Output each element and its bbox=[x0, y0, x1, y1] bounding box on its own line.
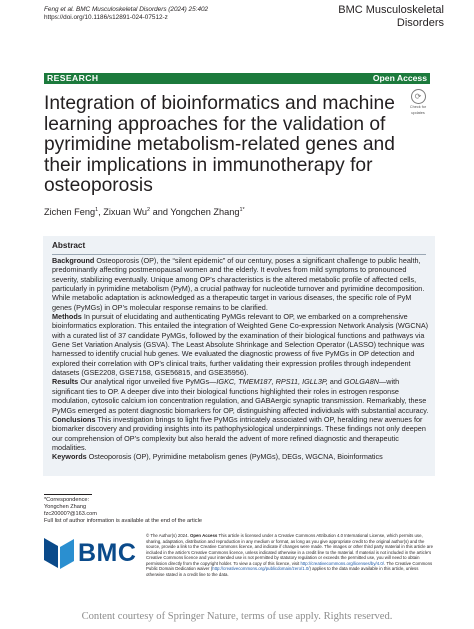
author-separator: , bbox=[98, 207, 104, 218]
correspondence-email[interactable]: fzc20000?@163.com bbox=[44, 511, 97, 517]
gene-name: GOLGA8N bbox=[343, 377, 379, 387]
check-for-updates-line2: updates bbox=[411, 110, 425, 115]
journal-name-line1: BMC Musculoskeletal bbox=[338, 4, 444, 16]
bmc-logo bbox=[44, 537, 137, 571]
article-type-banner bbox=[44, 73, 430, 84]
author-list bbox=[44, 205, 245, 218]
correspondence-name: Yongchen Zhang bbox=[44, 504, 87, 510]
license-text: This article is licensed under a Creative Commons Attribution 4.0 International License, which permits use, sharing, adaptation, distribution and reproduction in any medium or format, as long as you give appropriate credit to the original author(s) and the source, provide a link to the Creative Commons licence, and indicate if changes were made. The images or other third party material in this article are included in the article’s Creative Commons licence, unless indicated otherwise in a credit line to the material. If material is not included in the article’s Creative Commons licence and your intended use is not permitted by statutory regulation or exceeds the permitted use, you will need to obtain permission directly from the copyright holder. To view a copy of this licence, visit bbox=[146, 533, 433, 566]
section-text: Our analytical rigor unveiled five PyMGs— bbox=[80, 377, 217, 387]
abstract-results bbox=[52, 377, 430, 414]
springer-footer: Content courtesy of Springer Nature, terms of use apply. Rights reserved. bbox=[81, 611, 393, 622]
check-for-updates-icon: ⟳ bbox=[411, 89, 426, 104]
section-label: Keywords bbox=[52, 452, 87, 462]
bmc-logo-mark-icon bbox=[44, 538, 76, 570]
section-text: and bbox=[327, 377, 344, 387]
section-label: Conclusions bbox=[52, 414, 96, 424]
abstract-divider bbox=[52, 254, 426, 255]
abstract-keywords bbox=[52, 452, 430, 461]
license-statement bbox=[146, 533, 434, 577]
author-info-note: Full list of author information is available at the end of the article bbox=[44, 518, 202, 524]
abstract-conclusions bbox=[52, 415, 430, 452]
doi-link[interactable]: https://doi.org/10.1186/s12891-024-07512-z bbox=[44, 14, 168, 22]
abstract-box bbox=[43, 236, 435, 476]
journal-name-line2: Disorders bbox=[396, 17, 444, 29]
correspondence-block bbox=[44, 494, 202, 525]
keywords-text: Osteoporosis (OP), Pyrimidine metabolism genes (PyMGs), DEGs, WGCNA, Bioinformatics bbox=[88, 452, 383, 462]
correspondence-divider bbox=[44, 494, 92, 495]
abstract-heading: Abstract bbox=[52, 241, 86, 250]
license-open-access: Open Access bbox=[188, 533, 218, 538]
author-name[interactable]: Zixuan Wu bbox=[103, 207, 147, 218]
section-label: Background bbox=[52, 256, 95, 265]
waiver-link[interactable]: http://creativecommons.org/publicdomain/zero/1.0/ bbox=[212, 566, 310, 572]
section-label: Methods bbox=[52, 312, 82, 322]
article-citation bbox=[44, 6, 208, 23]
license-text: . The Creative Commons Public Domain Dedication waiver ( bbox=[146, 560, 433, 572]
article-type-label: RESEARCH bbox=[47, 73, 99, 83]
abstract-methods bbox=[52, 312, 430, 377]
author-affiliation: 1 bbox=[95, 207, 99, 213]
license-text: ) applies to the data made available in this article, unless otherwise stated in a credit line to the data. bbox=[146, 566, 419, 577]
author-name[interactable]: Yongchen Zhang bbox=[170, 207, 240, 218]
license-copyright: © The Author(s) 2024. bbox=[146, 533, 189, 538]
article-title: Integration of bioinformatics and machine learning approaches for the validation of pyrimidine metabolism-related genes and their implications in immunotherapy for osteoporosis bbox=[44, 93, 395, 197]
license-link[interactable]: http://creativecommons.org/licenses/by/4.0/ bbox=[300, 560, 384, 566]
author-affiliation: 2 bbox=[147, 207, 151, 213]
section-label: Results bbox=[52, 377, 79, 387]
correspondence-label: *Correspondence: bbox=[44, 497, 90, 503]
section-text: In pursuit of elucidating and authenticating PyMGs relevant to OP, we embarked on a comprehensive bioinformatics exploration. This entailed the integration of Weighted Gene Co-expression Network Analysis (WGCNA) with a curated list of 37 candidate PyMGs, followed by the examination of their biological functions and pathways via Gene Set Variation Analysis (GSVA). The Least Absolute Shrinkage and Selection Operator (LASSO) technique was harnessed to identify crucial hub genes. We evaluated the diagnostic prowess of five PyMGs in OP detection and explored their correlation with OP’s clinical traits, further validating their expression profiles through independent datasets (GSE2208, GSE7158, GSE56815, and GSE35956). bbox=[52, 312, 429, 378]
author-affiliation: 1* bbox=[239, 207, 245, 213]
gene-list: IGKC, TMEM187, RPS11, IGLL3P, bbox=[216, 377, 328, 387]
bmc-logo-text: BMC bbox=[78, 539, 137, 567]
section-text: Osteoporosis (OP), the “silent epidemic” of our century, poses a significant challenge to public health, predominantly affecting postmenopausal women and the elderly. It evolves from mild symptoms to pronounced severity, stabilizing eventually. Unique among OP’s characteristics is the altered metabolic profile of affected cells, particularly in pyrimidine metabolism (PyM), a crucial pathway for nucleotide turnover and pyrimidine decomposition. While metabolic adaptation is acknowledged as a therapeutic target in various diseases, the specific role of PyM genes (PyMGs) in OP’s molecular response remains to be clarified. bbox=[52, 256, 425, 312]
open-access-label: Open Access bbox=[372, 73, 427, 83]
author-separator: and bbox=[150, 207, 171, 218]
author-name[interactable]: Zichen Feng bbox=[44, 207, 96, 218]
section-text: This investigation brings to light five PyMGs intricately associated with OP, heralding new avenues for biomarker discovery and providing insights into its pathophysiological underpinnings. These findings not only deepen our comprehension of OP’s complexity but also herald the advent of more refined diagnostic and therapeutic modalities. bbox=[52, 414, 426, 452]
abstract-body bbox=[52, 256, 430, 462]
citation-line: Feng et al. BMC Musculoskeletal Disorders (2024) 25:402 bbox=[44, 6, 209, 13]
section-text: —with significant ties to OP. A deeper dive into their biological functions highlighted their roles in estrogen response modulation, cytosolic calcium ion concentration regulation, and GABAergic synaptic transmission. Remarkably, these PyMGs emerged as potent diagnostic biomarkers for OP, distinguishing affected individuals with substantial accuracy. bbox=[52, 377, 429, 415]
check-for-updates-line1: Check for bbox=[409, 105, 427, 109]
journal-name bbox=[338, 4, 444, 30]
abstract-background bbox=[52, 256, 430, 312]
